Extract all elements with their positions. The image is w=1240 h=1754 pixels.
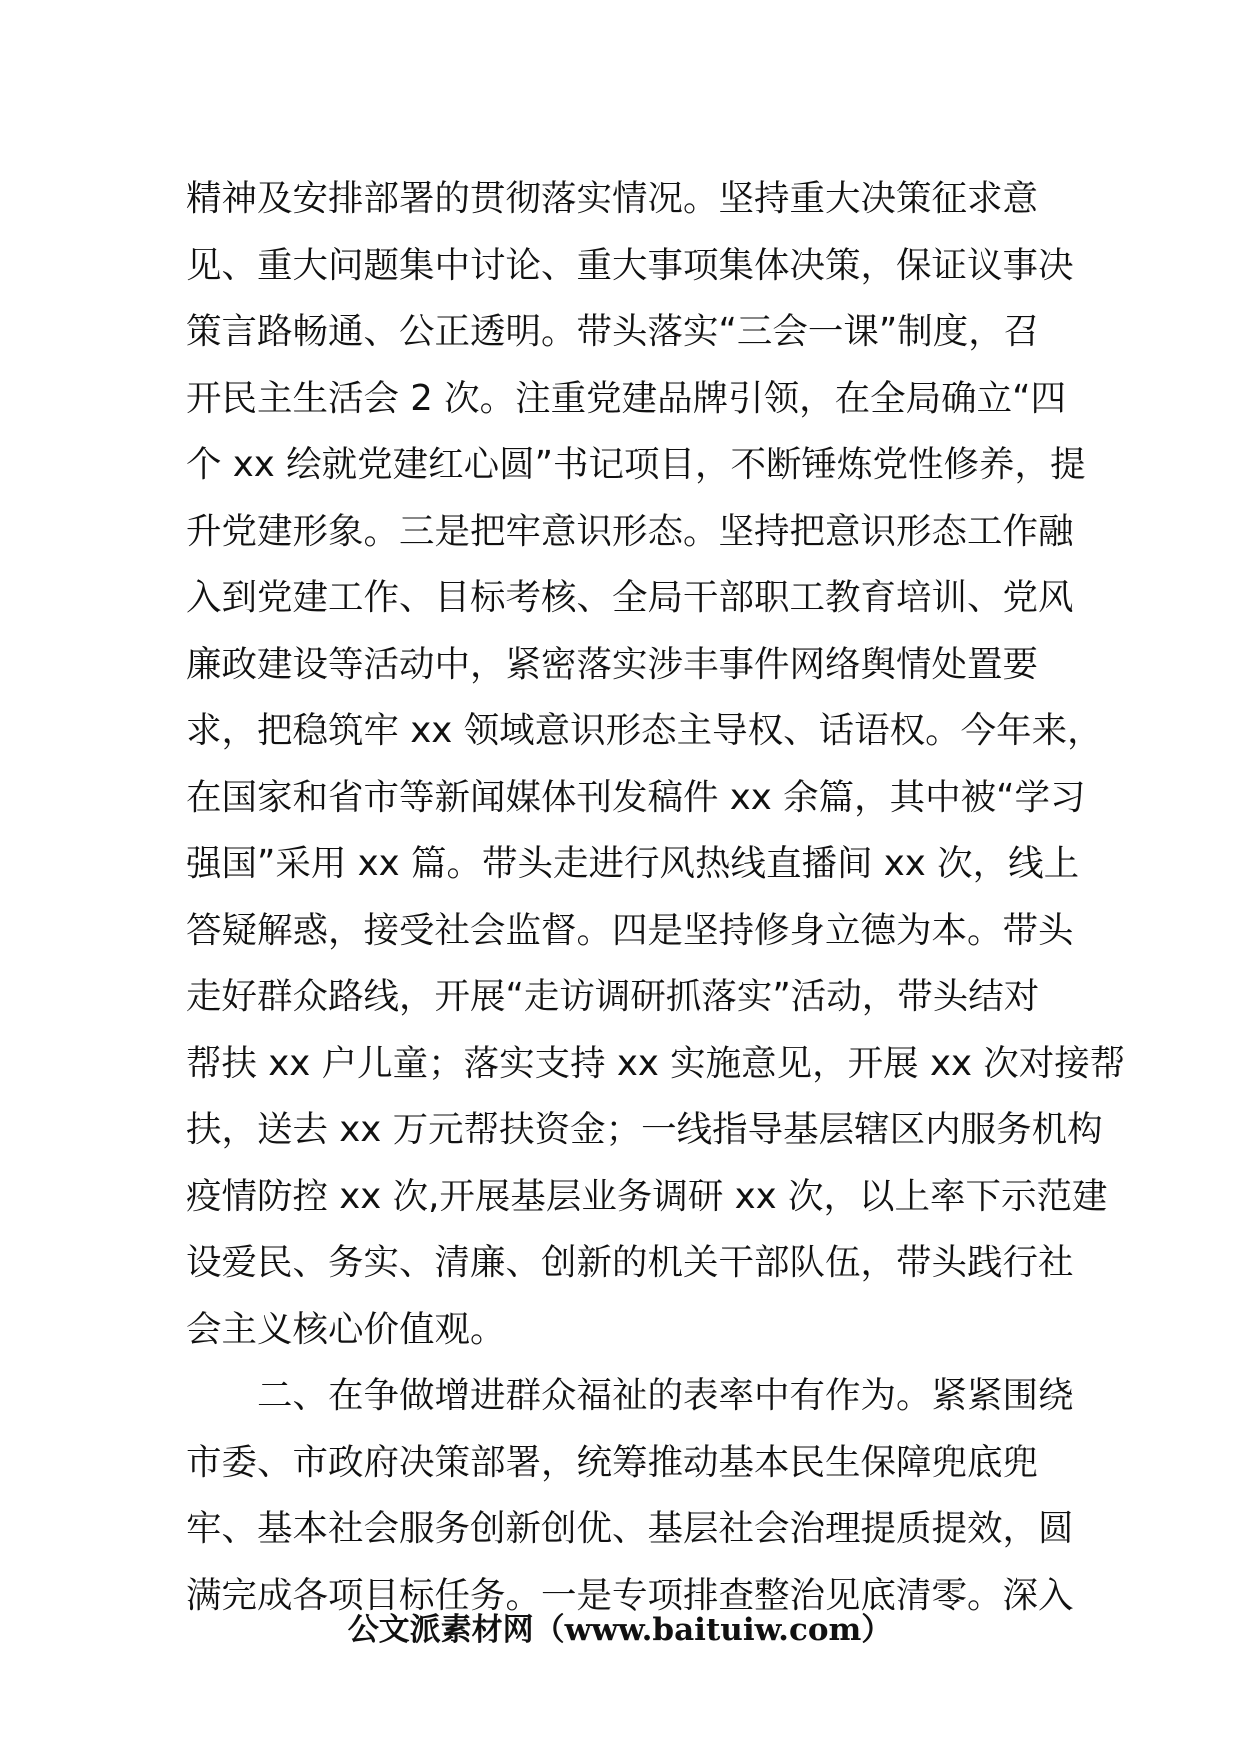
text-line: 疫情防控 xx 次,开展基层业务调研 xx 次，以上率下示范建 <box>186 1175 1108 1217</box>
text-line: 求，把稳筑牢 xx 领域意识形态主导权、话语权。今年来， <box>186 710 1103 751</box>
text-line: 入到党建工作、目标考核、全局干部职工教育培训、党风 <box>186 577 1074 618</box>
text-line: 开民主生活会 2 次。注重党建品牌引领，在全局确立“四 <box>186 377 1067 419</box>
text-line: 市委、市政府决策部署，统筹推动基本民生保障兜底兜 <box>186 1441 1039 1483</box>
text-line: 见、重大问题集中讨论、重大事项集体决策，保证议事决 <box>186 244 1074 286</box>
text-line: 精神及安排部署的贯彻落实情况。坚持重大决策征求意 <box>186 178 1039 219</box>
page-footer-watermark: 公文派素材网（www.baituiw.com） <box>347 1612 893 1648</box>
text-line: 策言路畅通、公正透明。带头落实“三会一课”制度，召 <box>186 311 1040 352</box>
text-line: 设爱民、务实、清廉、创新的机关干部队伍，带头践行社 <box>186 1242 1074 1283</box>
text-line: 牢、基本社会服务创新创优、基层社会治理提质提效，圆 <box>186 1508 1074 1549</box>
text-line: 扶，送去 xx 万元帮扶资金；一线指导基层辖区内服务机构 <box>186 1109 1103 1150</box>
text-line: 帮扶 xx 户儿童；落实支持 xx 实施意见，开展 xx 次对接帮 <box>186 1042 1126 1084</box>
text-line: 廉政建设等活动中，紧密落实涉丰事件网络舆情处置要 <box>186 643 1039 685</box>
text-line: 个 xx 绘就党建红心圆”书记项目，不断锤炼党性修养，提 <box>186 444 1086 485</box>
text-line: 答疑解惑，接受社会监督。四是坚持修身立德为本。带头 <box>186 909 1074 951</box>
text-line: 在国家和省市等新闻媒体刊发稿件 xx 余篇，其中被“学习 <box>186 776 1086 818</box>
text-line: 强国”采用 xx 篇。带头走进行风热线直播间 xx 次，线上 <box>186 843 1080 884</box>
document-body <box>186 166 1126 1629</box>
section-heading-line: 二、在争做增进群众福祉的表率中有作为。紧紧围绕 <box>186 1375 1074 1416</box>
text-line: 走好群众路线，开展“走访调研抓落实”活动，带头结对 <box>186 976 1040 1017</box>
text-line: 升党建形象。三是把牢意识形态。坚持把意识形态工作融 <box>186 510 1074 552</box>
text-line: 会主义核心价值观。 <box>186 1308 506 1350</box>
text-line: 满完成各项目标任务。一是专项排查整治见底清零。深入 <box>186 1574 1074 1616</box>
